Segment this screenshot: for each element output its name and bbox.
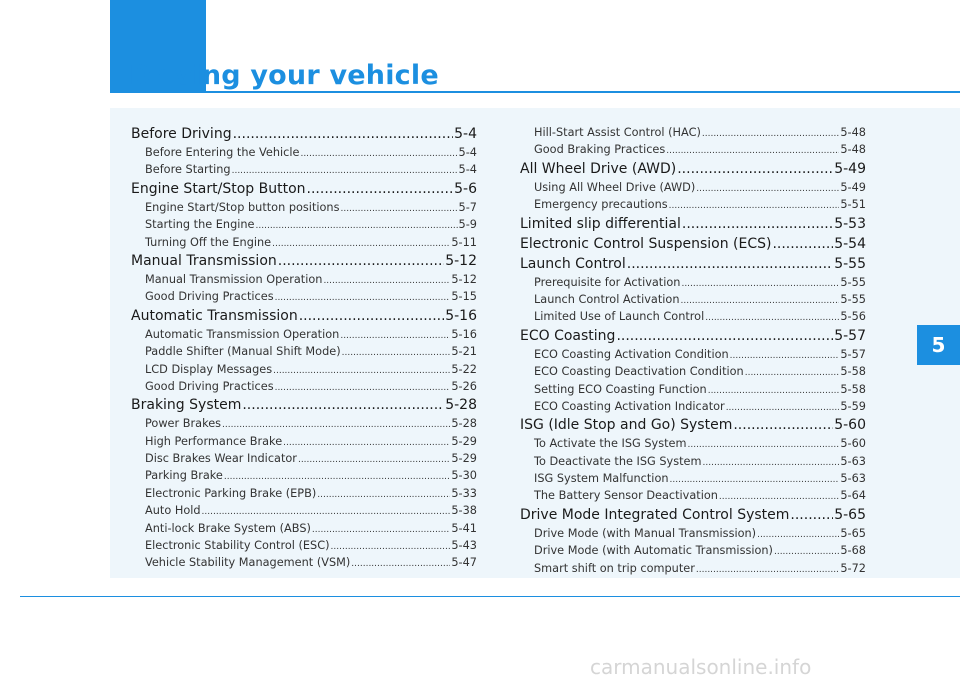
toc-entry-label: Electronic Stability Control (ESC) [145,539,330,553]
toc-dot-leader [283,435,450,450]
toc-subsection-entry[interactable] [520,542,866,559]
toc-entry-page: 5-38 [451,504,477,518]
toc-entry-page: 5-12 [451,272,477,286]
header-divider [110,91,960,93]
toc-dot-leader [757,527,839,542]
toc-entry-label: The Battery Sensor Deactivation [534,489,718,503]
toc-subsection-entry[interactable] [131,502,477,519]
toc-subsection-entry[interactable] [520,453,866,470]
toc-subsection-entry[interactable] [131,271,477,288]
toc-column-right [520,124,866,577]
toc-subsection-entry[interactable] [131,520,477,537]
toc-entry-label: Limited slip differential [520,215,681,232]
toc-dot-leader [331,539,451,554]
toc-entry-label: Starting the Engine [145,218,255,232]
toc-subsection-entry[interactable] [520,398,866,415]
toc-section-entry[interactable] [131,124,477,144]
toc-entry-page: 5-4 [458,163,477,177]
toc-dot-leader [708,383,840,398]
toc-entry-label: ISG System Malfunction [534,472,669,486]
toc-subsection-entry[interactable] [520,487,866,504]
toc-entry-label: Engine Start/Stop Button [131,180,306,197]
toc-entry-label: ECO Coasting Activation Condition [534,347,729,361]
toc-entry-label: Good Driving Practices [145,290,274,304]
toc-dot-leader [222,417,450,432]
toc-dot-leader [703,455,840,470]
toc-entry-page: 5-33 [451,486,477,500]
toc-dot-leader [745,365,840,380]
toc-subsection-entry[interactable] [131,467,477,484]
toc-dot-leader [790,505,833,525]
toc-section-entry[interactable] [520,505,866,525]
toc-entry-label: Setting ECO Coasting Function [534,382,707,396]
toc-entry-label: To Deactivate the ISG System [534,454,702,468]
toc-dot-leader [298,452,450,467]
toc-entry-label: Drive Mode Integrated Control System [520,506,790,523]
toc-dot-leader [340,328,450,343]
toc-entry-label: Automatic Transmission Operation [145,327,340,341]
toc-entry-label: Automatic Transmission [131,307,298,324]
toc-dot-leader [774,544,839,559]
toc-entry-page: 5-26 [451,379,477,393]
toc-subsection-entry[interactable] [131,216,477,233]
footer-divider [20,596,960,597]
toc-subsection-entry[interactable] [131,343,477,360]
toc-entry-page: 5-30 [451,469,477,483]
chapter-tab: 5 [917,325,960,365]
toc-entry-label: Emergency precautions [534,198,668,212]
toc-entry-label: Auto Hold [145,504,201,518]
toc-dot-leader [730,348,840,363]
toc-subsection-entry[interactable] [131,433,477,450]
toc-section-entry[interactable] [520,254,866,274]
toc-dot-leader [323,273,450,288]
toc-entry-label: Manual Transmission Operation [145,272,323,286]
toc-entry-label: To Activate the ISG System [534,437,687,451]
toc-subsection-entry[interactable] [520,141,866,158]
toc-subsection-entry[interactable] [520,291,866,308]
toc-entry-page: 5-41 [451,521,477,535]
toc-dot-leader [256,218,458,233]
toc-dot-leader [670,472,840,487]
toc-dot-leader [275,290,451,305]
footer-watermark: carmanualsonline.info [590,655,812,679]
toc-entry-page: 5-68 [840,544,866,558]
toc-entry-page: 5-28 [445,397,477,414]
toc-dot-leader [616,326,833,346]
toc-entry-page: 5-65 [840,526,866,540]
toc-entry-label: ECO Coasting Activation Indicator [534,399,725,413]
toc-entry-page: 5-29 [451,434,477,448]
toc-subsection-entry[interactable] [131,537,477,554]
toc-section-entry[interactable] [520,214,866,234]
toc-entry-page: 5-28 [451,417,477,431]
toc-dot-leader [224,469,450,484]
toc-entry-page: 5-47 [451,556,477,570]
toc-entry-page: 5-54 [834,235,866,252]
toc-dot-leader [317,487,450,502]
toc-entry-page: 5-16 [451,327,477,341]
toc-subsection-entry[interactable] [131,288,477,305]
toc-dot-leader [278,251,444,271]
toc-subsection-entry[interactable] [131,485,477,502]
toc-dot-leader [242,395,444,415]
toc-dot-leader [696,562,839,577]
toc-subsection-entry[interactable] [131,234,477,251]
toc-dot-leader [312,522,450,537]
toc-dot-leader [300,146,457,161]
toc-entry-page: 5-55 [840,292,866,306]
toc-subsection-entry[interactable] [520,381,866,398]
toc-entry-label: Good Braking Practices [534,143,666,157]
toc-entry-page: 5-21 [451,345,477,359]
toc-entry-label: Disc Brakes Wear Indicator [145,452,297,466]
toc-entry-label: Manual Transmission [131,252,277,269]
toc-entry-page: 5-60 [840,437,866,451]
toc-subsection-entry[interactable] [131,326,477,343]
toc-section-entry[interactable] [131,306,477,326]
toc-entry-label: Before Driving [131,126,232,142]
toc-dot-leader [681,276,839,291]
toc-subsection-entry[interactable] [520,435,866,452]
toc-section-entry[interactable] [131,179,477,199]
toc-entry-label: Turning Off the Engine [145,235,272,249]
toc-dot-leader [627,254,833,274]
toc-entry-page: 5-4 [454,126,477,142]
toc-entry-page: 5-51 [840,198,866,212]
toc-entry-page: 5-59 [840,399,866,413]
toc-entry-label: ECO Coasting Deactivation Condition [534,365,744,379]
toc-dot-leader [272,236,450,251]
toc-subsection-entry[interactable] [131,378,477,395]
toc-entry-label: ECO Coasting [520,327,616,344]
toc-subsection-entry[interactable] [131,415,477,432]
toc-subsection-entry[interactable] [131,361,477,378]
toc-entry-page: 5-57 [840,347,866,361]
toc-subsection-entry[interactable] [131,450,477,467]
toc-subsection-entry[interactable] [520,560,866,577]
toc-subsection-entry[interactable] [520,346,866,363]
toc-subsection-entry[interactable] [131,199,477,216]
toc-entry-label: Using All Wheel Drive (AWD) [534,180,696,194]
toc-entry-page: 5-7 [458,200,477,214]
toc-entry-label: Paddle Shifter (Manual Shift Mode) [145,345,341,359]
toc-entry-page: 5-58 [840,365,866,379]
toc-entry-label: Drive Mode (with Manual Transmission) [534,526,757,540]
toc-entry-label: Engine Start/Stop button positions [145,200,340,214]
toc-subsection-entry[interactable] [131,161,477,178]
toc-entry-page: 5-55 [834,255,866,272]
toc-subsection-entry[interactable] [520,196,866,213]
toc-entry-label: LCD Display Messages [145,362,273,376]
toc-dot-leader [202,504,451,519]
toc-dot-leader [705,310,839,325]
toc-section-entry[interactable] [520,234,866,254]
toc-subsection-entry[interactable] [520,308,866,325]
toc-entry-label: Electronic Parking Brake (EPB) [145,486,317,500]
toc-entry-label: Anti-lock Brake System (ABS) [145,521,311,535]
toc-entry-page: 5-64 [840,489,866,503]
toc-dot-leader [687,437,839,452]
toc-subsection-entry[interactable] [520,363,866,380]
toc-entry-label: Before Starting [145,163,231,177]
toc-section-entry[interactable] [520,326,866,346]
toc-dot-leader [669,198,840,213]
toc-subsection-entry[interactable] [520,274,866,291]
toc-dot-leader [702,126,839,141]
toc-entry-page: 5-16 [445,307,477,324]
toc-dot-leader [682,214,833,234]
toc-entry-page: 5-9 [458,218,477,232]
toc-entry-label: Before Entering the Vehicle [145,146,300,159]
toc-entry-page: 5-60 [834,417,866,434]
toc-entry-page: 5-43 [451,539,477,553]
toc-entry-page: 5-58 [840,382,866,396]
toc-entry-label: High Performance Brake [145,434,283,448]
toc-subsection-entry[interactable] [131,554,477,571]
toc-entry-label: ISG (Idle Stop and Go) System [520,417,733,434]
toc-entry-page: 5-63 [840,454,866,468]
page-title: Driving your vehicle [129,60,439,91]
toc-entry-page: 5-65 [834,506,866,523]
toc-entry-label: Parking Brake [145,469,223,483]
toc-entry-label: Drive Mode (with Automatic Transmission) [534,544,773,558]
toc-entry-page: 5-72 [840,561,866,575]
toc-entry-page: 5-53 [834,215,866,232]
toc-dot-leader [275,380,451,395]
toc-dot-leader [719,489,839,504]
toc-dot-leader [232,163,458,178]
toc-dot-leader [307,179,454,199]
toc-column-left [131,124,477,572]
toc-section-entry[interactable] [131,251,477,271]
toc-entry-page: 5-6 [454,180,477,197]
toc-entry-label: Smart shift on trip computer [534,561,695,575]
toc-dot-leader [696,181,839,196]
toc-subsection-entry[interactable] [520,179,866,196]
toc-subsection-entry[interactable] [520,525,866,542]
toc-entry-page: 5-12 [445,252,477,269]
toc-subsection-entry[interactable] [131,144,477,161]
toc-entry-label: Good Driving Practices [145,379,274,393]
toc-entry-page: 5-56 [840,310,866,324]
toc-entry-label: Braking System [131,397,242,414]
toc-dot-leader [677,159,833,179]
toc-entry-label: Launch Control Activation [534,292,680,306]
toc-subsection-entry[interactable] [520,124,866,141]
toc-entry-page: 5-22 [451,362,477,376]
toc-dot-leader [733,415,833,435]
toc-entry-page: 5-48 [840,126,866,139]
toc-section-entry[interactable] [131,395,477,415]
toc-dot-leader [666,143,839,158]
toc-entry-label: Launch Control [520,255,626,272]
toc-dot-leader [233,124,454,144]
toc-entry-label: Power Brakes [145,417,222,431]
toc-entry-page: 5-11 [451,235,477,249]
toc-entry-label: All Wheel Drive (AWD) [520,160,677,177]
toc-entry-page: 5-4 [458,146,477,159]
toc-entry-label: Prerequisite for Activation [534,275,681,289]
toc-dot-leader [273,363,450,378]
toc-entry-label: Electronic Control Suspension (ECS) [520,235,772,252]
toc-entry-label: Hill-Start Assist Control (HAC) [534,126,701,139]
toc-dot-leader [340,201,457,216]
toc-entry-label: Vehicle Stability Management (VSM) [145,556,351,570]
toc-entry-page: 5-29 [451,452,477,466]
toc-subsection-entry[interactable] [520,470,866,487]
toc-section-entry[interactable] [520,415,866,435]
toc-dot-leader [351,556,450,571]
toc-entry-label: Limited Use of Launch Control [534,310,705,324]
toc-dot-leader [726,400,840,415]
toc-entry-page: 5-48 [840,143,866,157]
toc-entry-page: 5-15 [451,290,477,304]
toc-dot-leader [680,293,839,308]
toc-dot-leader [342,345,451,360]
toc-entry-page: 5-55 [840,275,866,289]
toc-entry-page: 5-57 [834,327,866,344]
toc-entry-page: 5-49 [834,160,866,177]
toc-dot-leader [772,234,833,254]
toc-entry-page: 5-49 [840,180,866,194]
toc-dot-leader [299,306,445,326]
toc-section-entry[interactable] [520,159,866,179]
toc-entry-page: 5-63 [840,472,866,486]
